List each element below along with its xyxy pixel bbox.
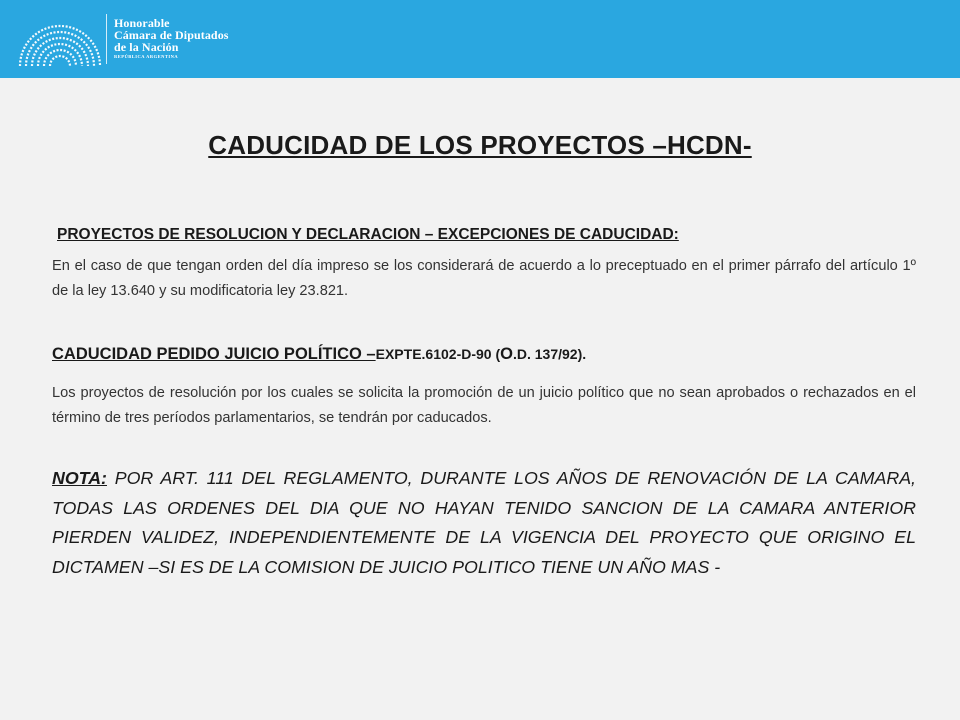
section2-heading-ref-o: O [500,345,513,363]
congress-dome-icon [14,8,106,70]
section1-heading: PROYECTOS DE RESOLUCION Y DECLARACION – EXCEPCIONES DE CADUCIDAD: [57,226,679,243]
note-paragraph [52,464,916,582]
section2-heading-ref: EXPTE.6102-D-90 ( [375,346,501,362]
institution-line-3: de la Nación [114,40,179,54]
section2-heading-ref-rest: .D. 137/92). [512,346,587,362]
section2-heading-title: CADUCIDAD PEDIDO JUICIO POLÍTICO – [52,345,376,363]
section2-heading [52,345,912,364]
institution-line-1: Honorable [114,16,170,30]
logo-divider [106,14,107,64]
institution-line-2: Cámara de Diputados [114,28,229,42]
note-body: POR ART. 111 DEL REGLAMENTO, DURANTE LOS AÑOS DE RENOVACIÓN DE LA CAMARA, TODAS LAS ORDENES DEL DIA QUE NO HAYAN TENIDO SANCION DE LA CAMARA ANTERIOR PIERDEN VALIDEZ, INDEPENDIENTEMENTE DE LA VIGENCIA DEL PROYECTO QUE ORIGINO EL DICTAMEN –SI ES DE LA COMISION DE JUICIO POLITICO TIENE UN AÑO MAS - [52,468,916,577]
institution-name [114,17,229,60]
header-banner [0,0,960,78]
section2-body: Los proyectos de resolución por los cuales se solicita la promoción de un juicio político que no sean aprobados o rechazados en el término de tres períodos parlamentarios, se tendrán por caducados. [52,385,916,426]
note-label: NOTA: [52,468,107,488]
country-label: REPÚBLICA ARGENTINA [114,54,179,59]
slide-title: CADUCIDAD DE LOS PROYECTOS –HCDN- [208,130,752,160]
section1-body: En el caso de que tengan orden del día impreso se los considerará de acuerdo a lo preceptuado en el primer párrafo del artículo 1º de la ley 13.640 y su modificatoria ley 23.821. [52,258,916,299]
